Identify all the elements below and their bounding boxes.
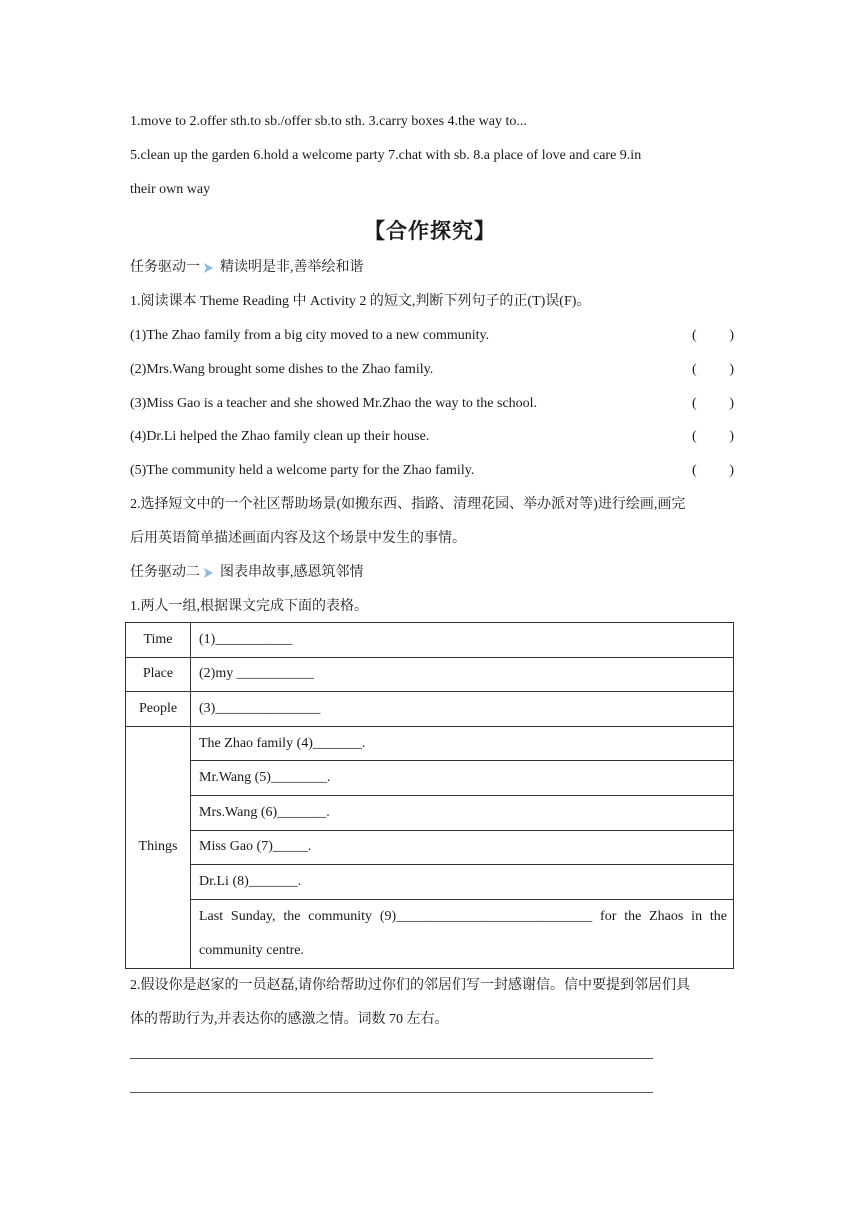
statement-text: (2)Mrs.Wang brought some dishes to the Zhao family. bbox=[130, 362, 434, 377]
table-row bbox=[126, 657, 734, 692]
table-row bbox=[126, 726, 734, 761]
judge-statement bbox=[130, 360, 734, 380]
judge-statement bbox=[130, 427, 734, 447]
people-label: People bbox=[126, 692, 191, 727]
bracket-open: ( bbox=[692, 362, 697, 377]
task-two-question-1: 1.两人一组,根据课文完成下面的表格。 bbox=[130, 599, 368, 614]
table-row bbox=[126, 899, 734, 968]
answer-brackets[interactable] bbox=[692, 394, 734, 414]
bracket-open: ( bbox=[692, 328, 697, 343]
task-one-question-2-line-2: 后用英语简单描述画面内容及这个场景中发生的事情。 bbox=[130, 531, 466, 546]
answer-brackets[interactable] bbox=[692, 427, 734, 447]
bracket-close: ) bbox=[729, 429, 734, 444]
section-title: 【合作探究】 bbox=[364, 219, 496, 243]
phrase-line-1: 1.move to 2.offer sth.to sb./offer sb.to sth. 3.carry boxes 4.the way to... bbox=[130, 114, 527, 129]
bracket-open: ( bbox=[692, 396, 697, 411]
answer-brackets[interactable] bbox=[692, 360, 734, 380]
answer-brackets[interactable] bbox=[692, 461, 734, 481]
bracket-close: ) bbox=[729, 396, 734, 411]
task-one-title: 精读明是非,善举绘和谐 bbox=[220, 260, 364, 275]
task-two-title: 图表串故事,感恩筑邻情 bbox=[220, 565, 364, 580]
things-item[interactable]: Dr.Li (8)_______. bbox=[191, 865, 734, 900]
task-two-question-2-line-1: 2.假设你是赵家的一员赵磊,请你给帮助过你们的邻居们写一封感谢信。信中要提到邻居们具 bbox=[130, 978, 690, 993]
place-value[interactable]: (2)my ___________ bbox=[191, 657, 734, 692]
table-row bbox=[126, 761, 734, 796]
task-one-question-2-line-1: 2.选择短文中的一个社区帮助场景(如搬东西、指路、清理花园、举办派对等)进行绘画,画完 bbox=[130, 497, 686, 512]
bracket-open: ( bbox=[692, 463, 697, 478]
people-value[interactable]: (3)_______________ bbox=[191, 692, 734, 727]
task-two-question-2-line-2: 体的帮助行为,并表达你的感激之情。词数 70 左右。 bbox=[130, 1012, 449, 1027]
place-label: Place bbox=[126, 657, 191, 692]
bracket-open: ( bbox=[692, 429, 697, 444]
statement-text: (4)Dr.Li helped the Zhao family clean up their house. bbox=[130, 429, 430, 444]
task-two-header bbox=[130, 563, 734, 583]
arrow-icon bbox=[202, 567, 214, 579]
phrase-line-2: 5.clean up the garden 6.hold a welcome party 7.chat with sb. 8.a place of love and care 9.in bbox=[130, 148, 642, 163]
table-row bbox=[126, 692, 734, 727]
things-label: Things bbox=[126, 726, 191, 968]
phrase-line-3: their own way bbox=[130, 182, 211, 197]
task-one-question-1: 1.阅读课本 Theme Reading 中 Activity 2 的短文,判断下列句子的正(T)误(F)。 bbox=[130, 294, 591, 309]
task-one-header bbox=[130, 258, 734, 278]
statement-text: (5)The community held a welcome party for the Zhao family. bbox=[130, 463, 475, 478]
time-value[interactable]: (1)___________ bbox=[191, 623, 734, 658]
table-row bbox=[126, 865, 734, 900]
writing-line[interactable] bbox=[130, 1058, 653, 1059]
writing-line[interactable] bbox=[130, 1092, 653, 1093]
judge-statement bbox=[130, 394, 734, 414]
arrow-icon bbox=[202, 262, 214, 274]
story-table bbox=[125, 622, 734, 969]
answer-brackets[interactable] bbox=[692, 326, 734, 346]
table-row bbox=[126, 623, 734, 658]
time-label: Time bbox=[126, 623, 191, 658]
judge-statement bbox=[130, 326, 734, 346]
things-item[interactable]: Last Sunday, the community (9)____________________________ for the Zhaos in the community centre. bbox=[191, 899, 734, 968]
bracket-close: ) bbox=[729, 463, 734, 478]
things-item[interactable]: The Zhao family (4)_______. bbox=[191, 726, 734, 761]
things-item[interactable]: Mrs.Wang (6)_______. bbox=[191, 795, 734, 830]
statement-text: (3)Miss Gao is a teacher and she showed Mr.Zhao the way to the school. bbox=[130, 396, 538, 411]
task-two-label: 任务驱动二 bbox=[130, 565, 200, 580]
judge-statement bbox=[130, 461, 734, 481]
bracket-close: ) bbox=[729, 328, 734, 343]
statement-text: (1)The Zhao family from a big city moved to a new community. bbox=[130, 328, 490, 343]
task-one-label: 任务驱动一 bbox=[130, 260, 200, 275]
things-item[interactable]: Miss Gao (7)_____. bbox=[191, 830, 734, 865]
table-row bbox=[126, 830, 734, 865]
table-row bbox=[126, 795, 734, 830]
bracket-close: ) bbox=[729, 362, 734, 377]
things-item[interactable]: Mr.Wang (5)________. bbox=[191, 761, 734, 796]
